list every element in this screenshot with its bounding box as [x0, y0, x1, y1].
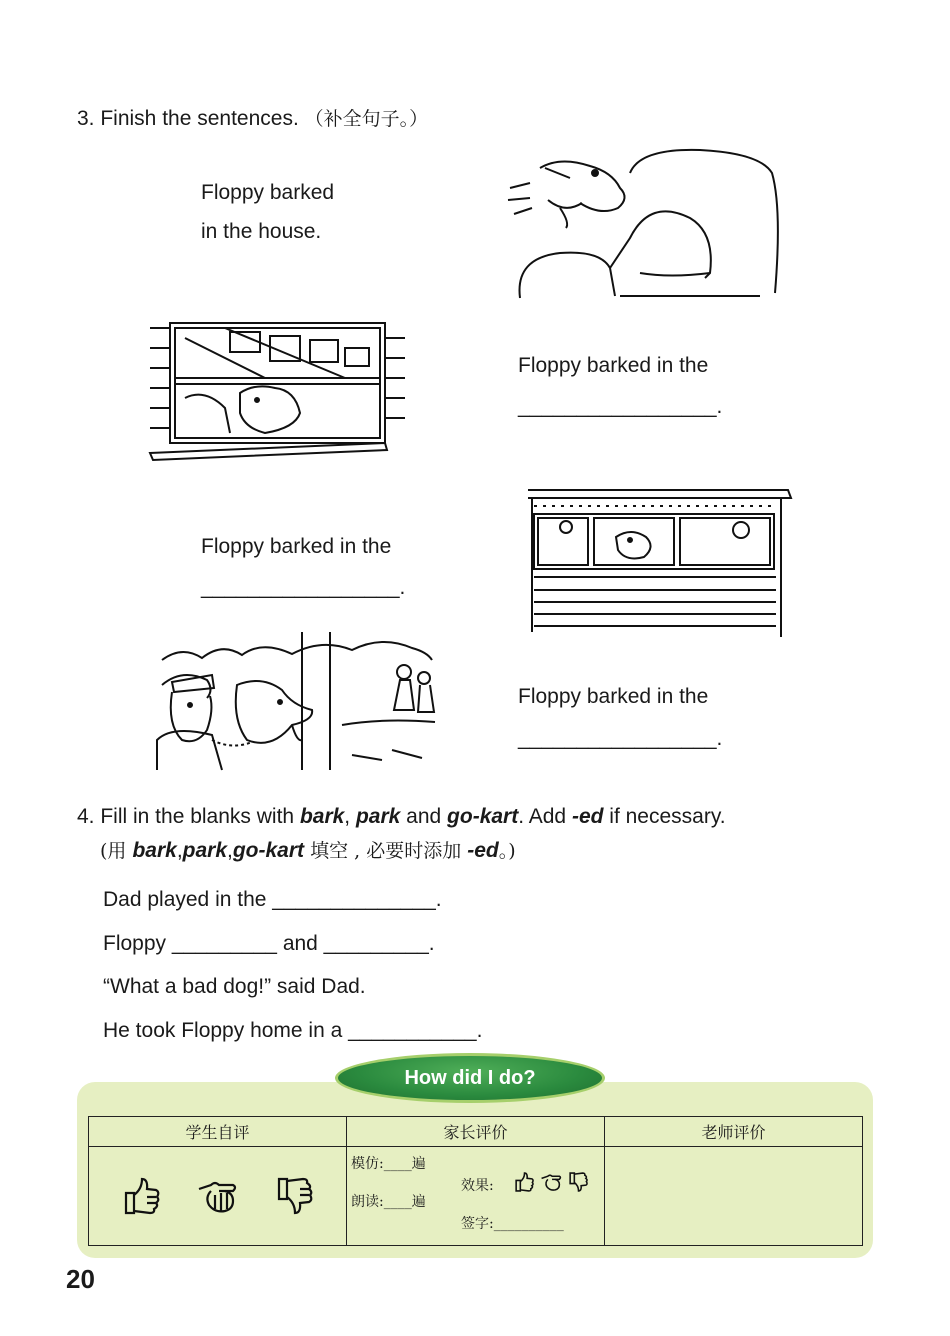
sentence3-line1: Floppy barked in the: [201, 535, 392, 558]
zh-sep1: ,: [176, 839, 183, 862]
zh-sep2: ,: [227, 839, 233, 862]
section3-title-zh: （补全句子。）: [304, 108, 429, 130]
effect-label: 效果:: [461, 1178, 494, 1194]
signature-field[interactable]: 签字:__________: [461, 1216, 564, 1232]
imitate-count[interactable]: 模仿:____遍: [351, 1156, 426, 1172]
thumbs-sideways-icon[interactable]: [539, 1171, 563, 1193]
fill-line-2[interactable]: Floppy _________ and _________.: [103, 932, 435, 955]
section4-instructions: [77, 804, 726, 830]
parent-eval-header: 家长评价: [347, 1117, 605, 1147]
sentence2-line1: Floppy barked in the: [518, 354, 709, 377]
section4-end: if necessary.: [603, 805, 726, 828]
effect-icons: [513, 1171, 589, 1193]
thumbs-sideways-icon[interactable]: [195, 1175, 239, 1217]
zh-open: (用: [100, 840, 133, 862]
section4-prefix: 4. Fill in the blanks with: [77, 805, 300, 828]
dog-armchair-illustration: [500, 128, 790, 303]
dog-park-illustration: [152, 630, 437, 775]
teacher-eval-header: 老师评价: [605, 1117, 863, 1147]
sentence1-line2: in the house.: [201, 220, 322, 243]
page-number: 20: [66, 1264, 95, 1294]
sentence4-blank[interactable]: _________________.: [518, 727, 723, 750]
word-bark: bark: [299, 805, 345, 828]
sentence1-line1: Floppy barked: [201, 181, 335, 204]
thumbs-up-icon[interactable]: [513, 1171, 535, 1193]
evaluation-table: [88, 1116, 863, 1246]
zh-close: 。): [498, 840, 516, 862]
zh-suffix-ed: -ed: [467, 839, 499, 862]
thumbs-down-icon[interactable]: [567, 1171, 589, 1193]
sentence2-blank[interactable]: _________________.: [518, 395, 723, 418]
teacher-eval-cell: [605, 1147, 863, 1246]
how-did-i-do-badge: How did I do?: [335, 1053, 605, 1103]
thumbs-up-icon[interactable]: [120, 1175, 162, 1217]
section4-and: and: [400, 805, 448, 828]
parent-eval-cell: [347, 1147, 605, 1246]
section4-mid: . Add: [518, 805, 572, 828]
student-eval-header: 学生自评: [89, 1117, 347, 1147]
dog-kitchen-window-illustration: [145, 318, 410, 466]
sentence3-blank[interactable]: _________________.: [201, 576, 406, 599]
dog-train-window-illustration: [526, 482, 796, 642]
word-go-kart: go-kart: [447, 805, 519, 828]
zh-word-go-kart: go-kart: [232, 839, 305, 862]
sentence4-line1: Floppy barked in the: [518, 685, 709, 708]
read-count[interactable]: 朗读:____遍: [351, 1194, 426, 1210]
section4-comma: ,: [344, 805, 356, 828]
fill-line-1[interactable]: Dad played in the ______________.: [103, 888, 442, 911]
zh-mid: 填空 , 必要时添加: [304, 840, 468, 862]
zh-word-bark: bark: [132, 839, 177, 862]
student-eval-cell: [89, 1147, 347, 1246]
thumbs-down-icon[interactable]: [273, 1175, 315, 1217]
suffix-ed: -ed: [571, 805, 604, 828]
fill-line-3: “What a bad dog!” said Dad.: [103, 975, 366, 998]
fill-line-4[interactable]: He took Floppy home in a ___________.: [103, 1019, 483, 1042]
section3-title: [77, 106, 428, 132]
section4-instructions-zh: [100, 838, 516, 864]
zh-word-park: park: [182, 839, 228, 862]
word-park: park: [355, 805, 401, 828]
section3-title-en: 3. Finish the sentences.: [77, 107, 299, 130]
